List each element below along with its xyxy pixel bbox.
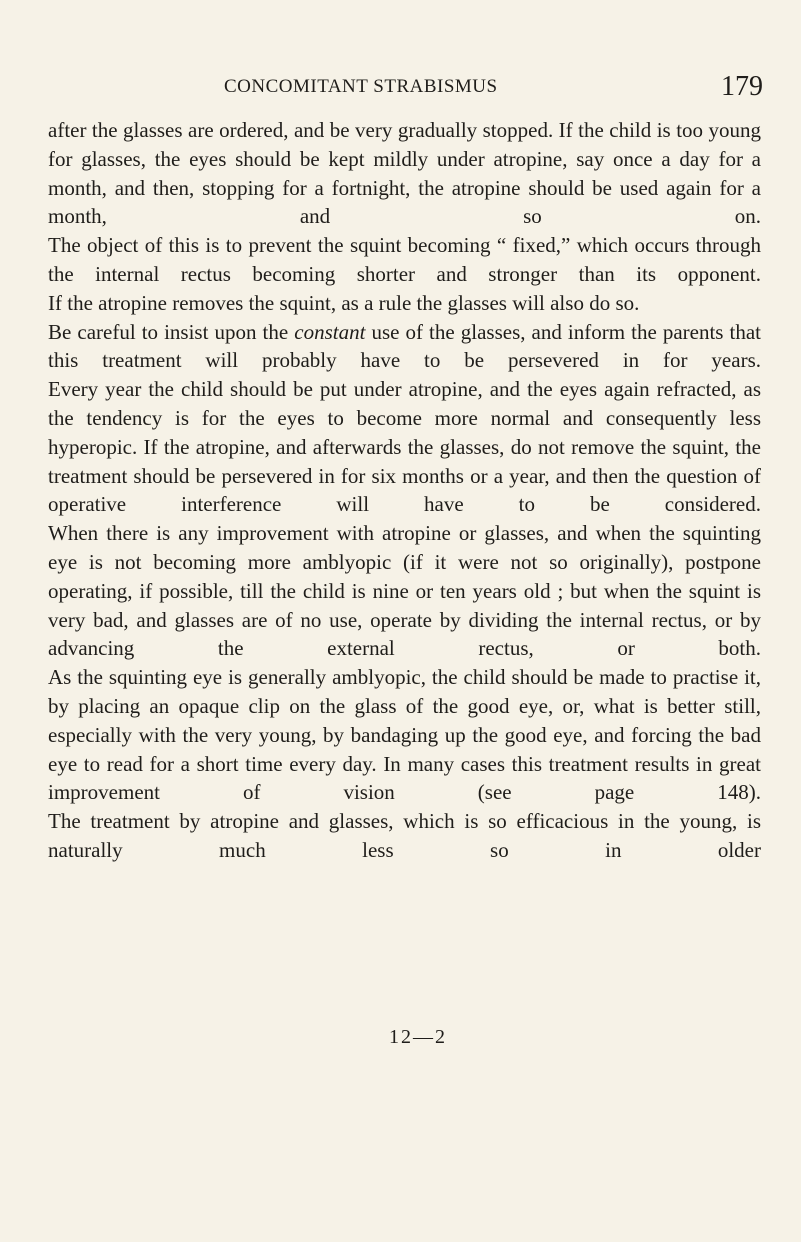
running-head-title: CONCOMITANT STRABISMUS (224, 76, 498, 97)
paragraph: Every year the child should be put under atropine, and the eyes again refracted, as the tendency is for the eyes to become more normal and consequently less hyperopic. If the atropine, and afterwards the glasses, do not remove the squint, the treatment should be persevered in for six months or a year, and then the question of operative interference will have to be considered. (48, 377, 761, 517)
paragraph-text: use of the glasses, and inform the parents that this treatment will probably have to be persevered in for years. (48, 319, 762, 373)
paragraph: If the atropine removes the squint, as a rule the glasses will also do so. (48, 290, 640, 315)
body-text (48, 116, 761, 865)
emphasized-word: constant (294, 319, 366, 344)
paragraph: The treatment by atropine and glasses, which is so efficacious in the young, is naturally much less so in older (48, 809, 761, 862)
paragraph: When there is any improvement with atropine or glasses, and when the squinting eye is not becoming more amblyopic (if it were not so originally), postpone operating, if possible, till the child is nine or ten years old ; but when the squint is very bad, and glasses are of no use, operate by dividing the internal rectus, or by advancing the external rectus, or both. (48, 521, 761, 661)
paragraph: As the squinting eye is generally amblyopic, the child should be made to practise it, by placing an opaque clip on the glass of the good eye, or, what is better still, especially with the very young, by bandaging up the good eye, and forcing the bad eye to read for a short time every day. In many cases this treatment results in great improvement of vision (see page 148). (48, 665, 761, 805)
page-number: 179 (721, 71, 763, 102)
paragraph-text: Be careful to insist upon the (48, 319, 295, 344)
paragraph: after the glasses are ordered, and be very gradually stopped. If the child is too young for glasses, the eyes should be kept mildly under atropine, say once a day for a month, and then, stopping for a fortnight, the atropine should be used again for a month, and so on. (48, 118, 761, 229)
paragraph: The object of this is to prevent the squint becoming “ fixed,” which occurs through the internal rectus becoming shorter and stronger than its opponent. (48, 233, 761, 286)
paragraph-with-emphasis (48, 318, 761, 376)
signature-mark: 12—2 (389, 1026, 447, 1048)
